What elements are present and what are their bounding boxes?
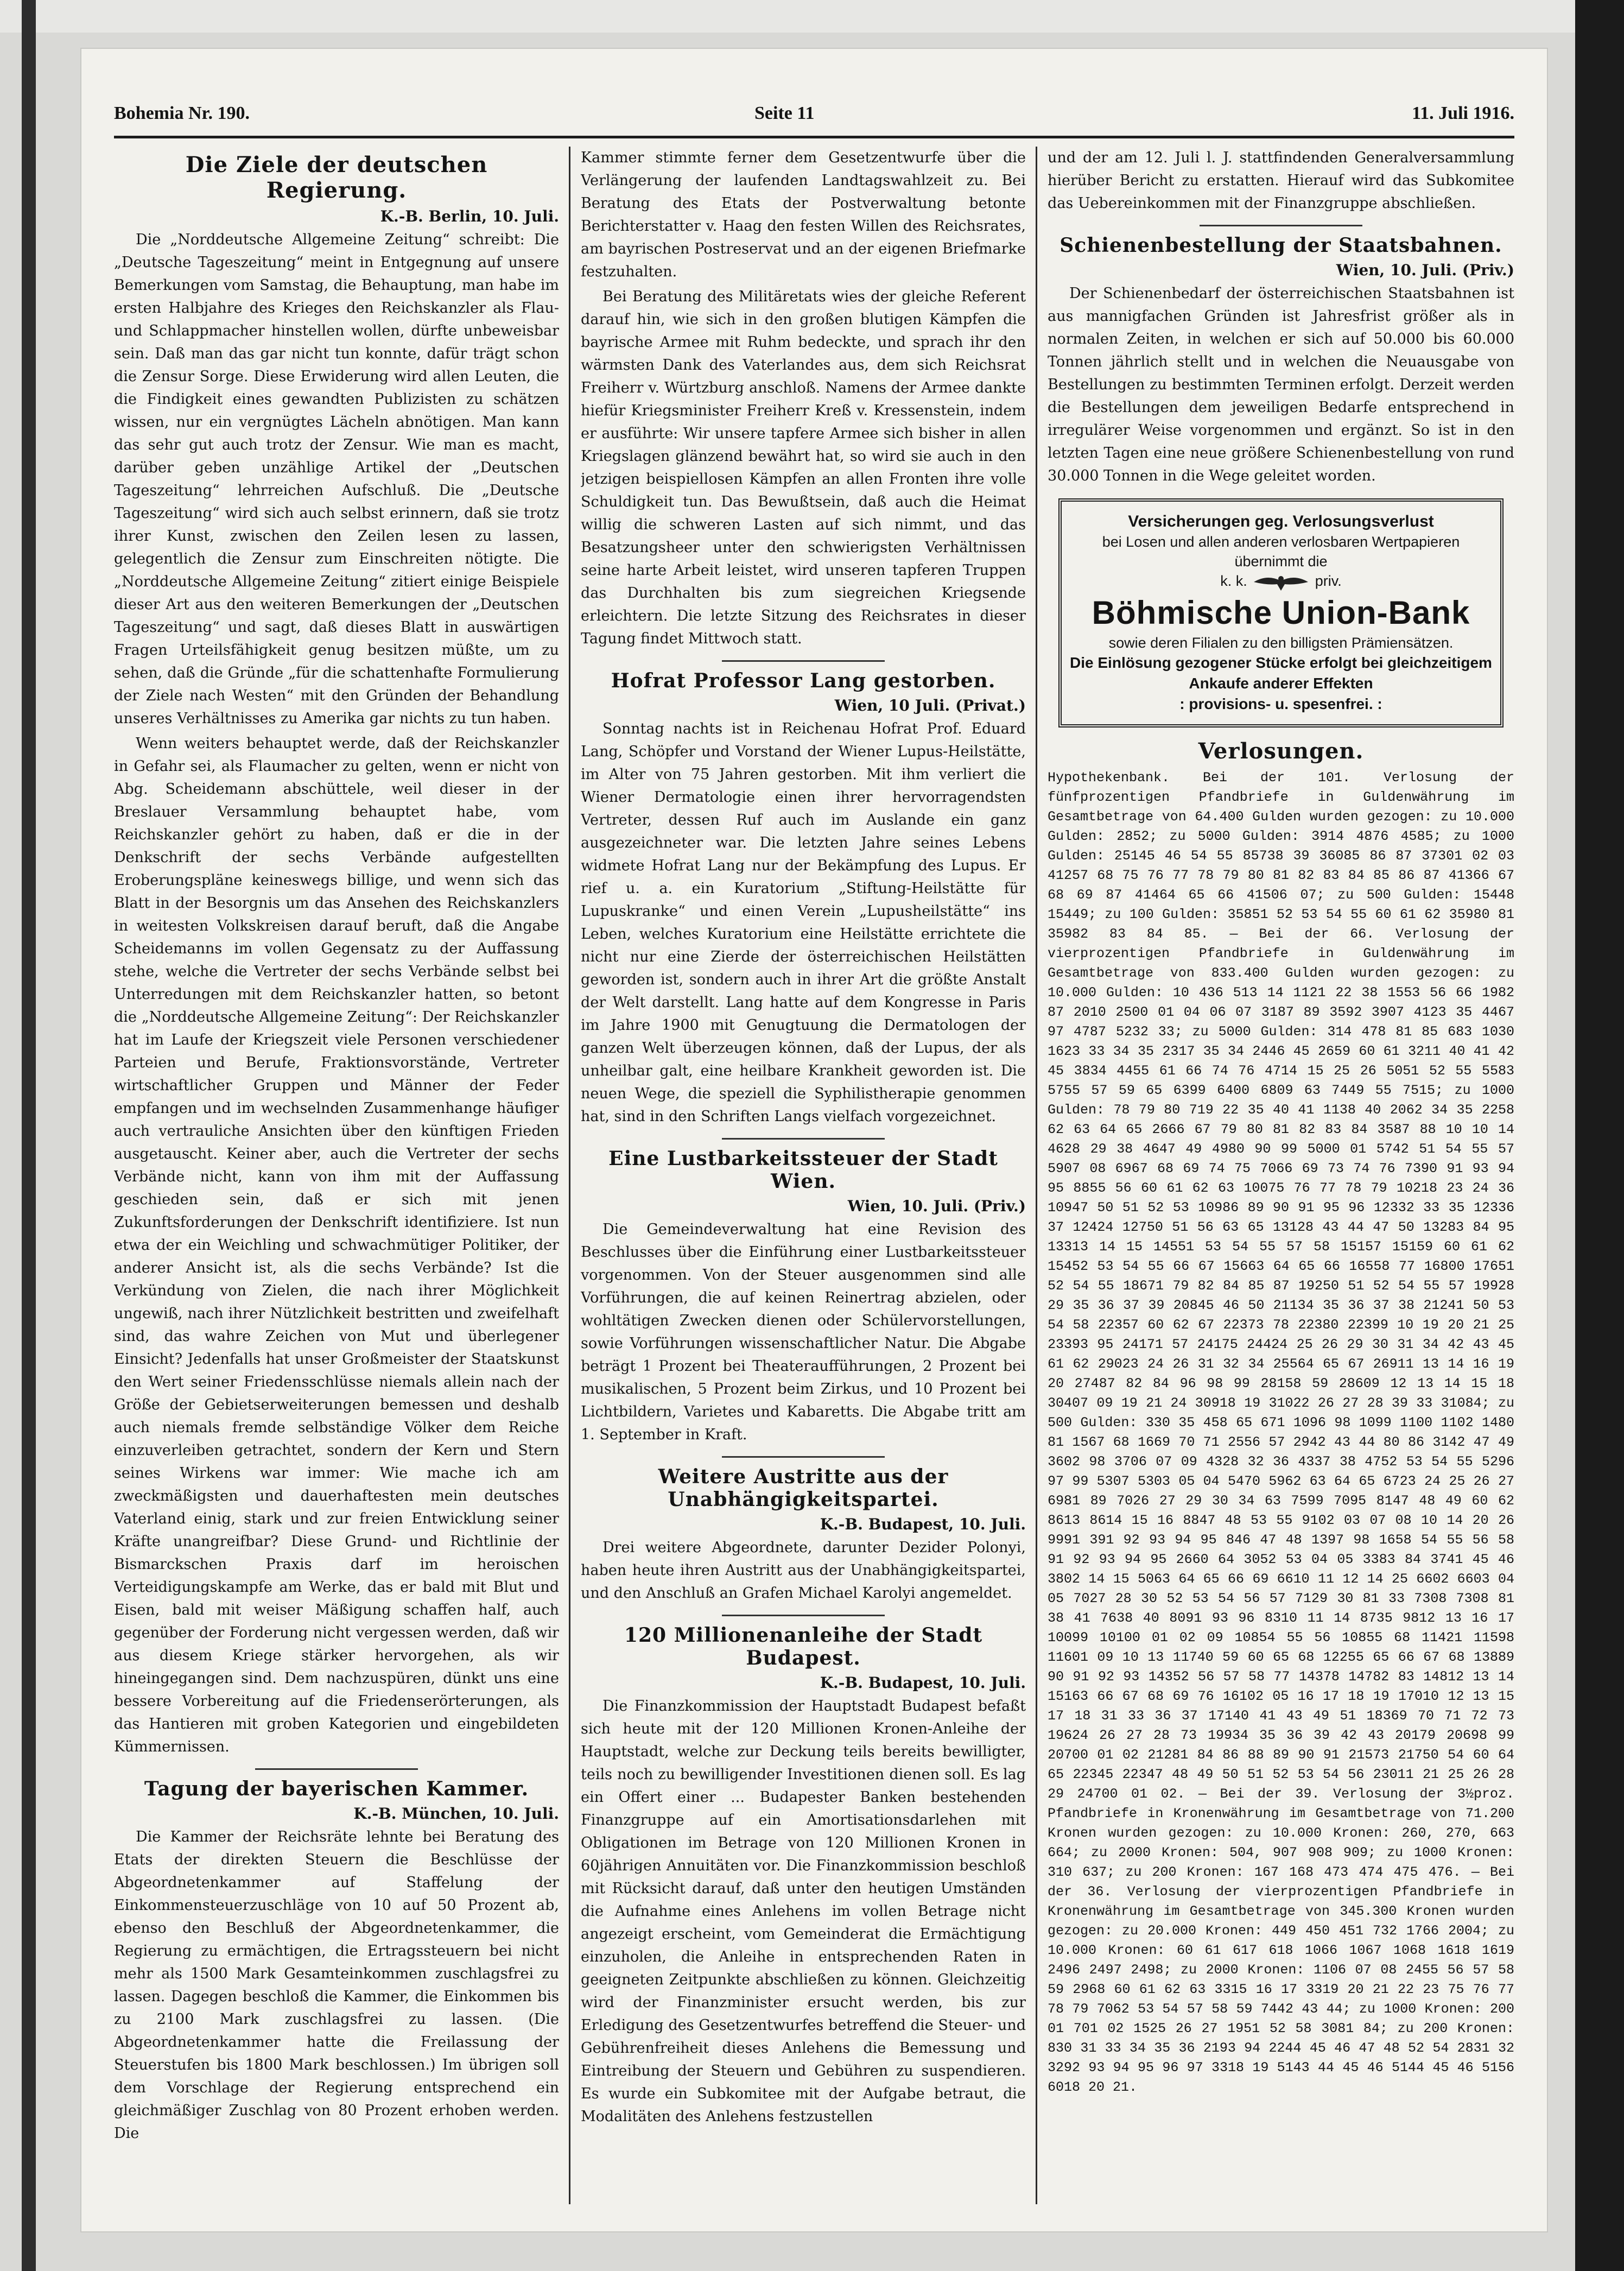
article-paragraph-continued: und der am 12. Juli l. J. stattfindenden Generalversammlung hierüber Bericht zu erstatten. Hierauf wird das Subkomitee das Uebereinkommen mit der Finanzgruppe abschließen. bbox=[1048, 149, 1514, 212]
masthead-issue: Bohemia Nr. 190. bbox=[114, 103, 250, 123]
article-title-schienenbestellung: Schienenbestellung der Staatsbahnen. bbox=[1060, 234, 1502, 257]
article-divider bbox=[1200, 225, 1362, 226]
issue-date: 11. Juli 1916. bbox=[1412, 103, 1514, 123]
eagle-emblem-icon bbox=[1251, 571, 1311, 593]
article-title-austritte: Weitere Austritte aus der Unabhängigkeitspartei. bbox=[658, 1465, 949, 1511]
article-title-verlosungen: Verlosungen. bbox=[1198, 738, 1364, 764]
article-divider bbox=[722, 660, 885, 662]
article-paragraph-continued: Kammer stimmte ferner dem Gesetzentwurfe über die Verlängerung der laufenden Landtagswahlzeit zu. Bei Beratung des Etats der Postverwaltung betonte Berichterstatter v. Haag den festen Willen des Reichsrates, am bayrischen Postreservat und an der eigenen Briefmarke festzuhalten. bbox=[581, 149, 1026, 280]
dateline-budapest-2: K.-B. Budapest, 10. Juli. bbox=[820, 1674, 1026, 1692]
ad-branches-line: sowie deren Filialen zu den billigsten Prämiensätzen. bbox=[1108, 635, 1454, 651]
scan-right-edge bbox=[1575, 0, 1624, 2271]
article-paragraph: Wenn weiters behauptet werde, daß der Reichskanzler in Gefahr sei, als Flaumacher zu gelten, wenn er nicht von Abg. Scheidemann abschüttele, weil dieser in der Breslauer Versammlung behauptet habe, vom Reichskanzler gehört zu haben, daß er die in der Denkschrift der sechs Verbände aufgestellten Eroberungspläne keineswegs billige, und wenn sich das Blatt in der Besorgnis um das Ansehen des Reichskanzlers in weitesten Volkskreisen darauf beruft, daß die Angabe Scheidemanns im vollen Gegensatz zu der Auffassung stehe, welche die Vertreter der sechs Verbände selbst bei Unterredungen mit dem Reichskanzler hatten, so betont die „Norddeutsche Allgemeine Zeitung“: Der Reichskanzler hat im Laufe der Kriegszeit viele Personen verschiedener Parteien und Berufe, Fraktionsvorstände, Vertreter wirtschaftlicher Gruppen und Männer der Feder empfangen und im wechselnden Zusammenhange häufiger auch vertrauliche Ansichten über den künftigen Frieden ausgetauscht. Keiner aber, auch die Vertreter der sechs Verbände nicht, kann von ihm mit der Auffassung geschieden sein, daß er sich mit jenen Zukunftsforderungen der Denkschrift identifiziere. Ist nun etwa der ein Weichling und schwachmütiger Politiker, der anderer Ansicht ist, als die sechs Verbände? Ist die Verkündung von Zielen, die nach ihrer Möglichkeit ungewiß, nach ihrer Nützlichkeit bestritten und zweifelhaft sind, das wahre Zeichen von Mut und überlegener Einsicht? Jedenfalls hat unser Großmeister der Staatskunst den Wert seiner Friedensschlüsse niemals allein nach der Größe der Gebietserweiterungen bemessen und deshalb auch niemals fremde selbständige Völker dem Reiche einzuverleiben getrachtet, sondern der Kern und Stern seines Wirkens war immer: Wie mache ich am zweckmäßigsten und dauerhaftesten mein deutsches Vaterland einig, stark und zur freien Entwicklung seiner Kräfte unangreifbar? Diese Grund- und Richtlinie der Bismarckschen Praxis darf im heroischen Verteidigungskampfe am Werke, das er bald mit Blut und Eisen, bald mit weiser Mäßigung schaffen half, auch gegenüber der Forderung nicht vergessen werden, daß wir aus diesem Kriege stärker hervorgehen, als wir hineingegangen sind. Dem nachzuspüren, dünkt uns eine bessere Vorbereitung auf die Friedenserörterungen, als das Hantieren mit groben Kategorien und eingebildeten Kümmernissen. bbox=[114, 735, 559, 1755]
binding-edge bbox=[22, 0, 36, 2271]
article-title-lustbarkeitssteuer: Eine Lustbarkeitssteuer der Stadt Wien. bbox=[608, 1147, 998, 1193]
article-divider bbox=[722, 1138, 885, 1140]
scan-top-margin bbox=[0, 0, 1624, 33]
header-rule bbox=[114, 136, 1514, 138]
article-title-bayerische-kammer: Tagung der bayerischen Kammer. bbox=[144, 1777, 529, 1800]
ad-headline: Versicherungen geg. Verlosungsverlust bbox=[1128, 513, 1434, 530]
column-1 bbox=[114, 147, 559, 2210]
ad-fee-line: : provisions- u. spesenfrei. : bbox=[1179, 695, 1382, 712]
ad-priv: priv. bbox=[1315, 573, 1342, 590]
article-title-ziele: Die Ziele der deutschen Regierung. bbox=[185, 152, 488, 203]
newspaper-page bbox=[81, 49, 1547, 2231]
bank-advertisement bbox=[1058, 498, 1504, 728]
article-paragraph: Drei weitere Abgeordnete, darunter Dezider Polonyi, haben heute ihren Austritt aus der Unabhängigkeitspartei, und den Anschluß an Grafen Michael Karolyi angemeldet. bbox=[581, 1539, 1026, 1602]
ad-kk: k. k. bbox=[1220, 573, 1247, 590]
article-paragraph: Die Kammer der Reichsräte lehnte bei Beratung des Etats der direkten Steuern die Beschlüsse der Abgeordnetenkammer auf Staffelung der Einkommensteuerzuschläge von 10 auf 50 Prozent ab, ebenso den Beschluß der Abgeordnetenkammer, die Regierung zu ermächtigen, die Ertragssteuern bei nicht mehr als 1500 Mark Gesamteinkommen zuschlagsfrei zu lassen. Dagegen beschloß die Kammer, die Einkommen bis zu 2100 Mark zuschlagsfrei zu lassen. (Die Abgeordnetenkammer hatte die Freilassung der Steuerstufen bis 1800 Mark beschlossen.) Im übrigen soll dem Vorschlage der Regierung entsprechend ein gleichmäßiger Zuschlag von 80 Prozent erhoben werden. Die bbox=[114, 1829, 559, 2142]
article-paragraph: Die Gemeindeverwaltung hat eine Revision des Beschlusses über die Einführung einer Lustbarkeitssteuer vorgenommen. Von der Steuer ausgenommen sind alle Vorführungen, die auf keinen Reinertrag abzielen, oder wohltätigen Zwecken dienen oder Schülervorstellungen, sowie Vorführungen wissenschaftlicher Natur. Die Abgabe beträgt 1 Prozent bei Theateraufführungen, 2 Prozent bei musikalischen, 5 Prozent beim Zirkus, und 10 Prozent bei Lichtbildern, Varietes und Kabaretts. Die Abgabe tritt am 1. September in Kraft. bbox=[581, 1221, 1026, 1443]
article-paragraph: Sonntag nachts ist in Reichenau Hofrat Prof. Eduard Lang, Schöpfer und Vorstand der Wiener Lupus-Heilstätte, im Alter von 75 Jahren gestorben. Mit ihm verliert die Wiener Dermatologie einen ihrer hervorragendsten Vertreter, dessen Ruf auch im Auslande ein ganz ausgezeichneter war. Die letzten Jahre seines Lebens widmete Hofrat Lang nur der Bekämpfung des Lupus. Er rief u. a. ein Kuratorium „Stiftung-Heilstätte für Lupuskranke“ und einen Verein „Lupusheilstätte“ ins Leben, welches Kuratorium eine Heilstätte errichtete die nicht nur eine Zierde der österreichischen Heilstätten geworden ist, sondern auch in ihrer Art die größte Anstalt der Welt darstellt. Lang hatte auf dem Kongresse in Paris im Jahre 1900 mit Genugtuung die Dermatologen der ganzen Welt überzeugen können, daß der Lupus, der als unheilbar galt, eine heilbare Krankheit geworden ist. Die neuen Wege, die speziell die Syphilistherapie genommen hat, sind in den Schriften Langs vielfach vorgezeichnet. bbox=[581, 720, 1026, 1125]
lottery-number-list: Hypothekenbank. Bei der 101. Verlosung der fünfprozentigen Pfandbriefe in Guldenwährung im Gesamtbetrage von 64.400 Gulden wurden gezogen: zu 10.000 Gulden: 2852; zu 5000 Gulden: 3914 4876 4585; zu 1000 Gulden: 25145 46 54 55 85738 39 36085 86 87 37301 02 03 41257 68 75 76 77 78 79 80 81 82 83 84 85 86 87 41366 67 68 69 87 41464 65 66 41506 07; zu 500 Gulden: 15448 15449; zu 100 Gulden: 35851 52 53 54 55 60 61 62 35980 81 35982 83 84 85. — Bei der 66. Verlosung der vierprozentigen Pfandbriefe in Guldenwährung im Gesamtbetrage von 833.400 Gulden wurden gezogen: zu 10.000 Gulden: 10 436 513 14 1121 22 38 1553 56 66 1982 87 2010 2500 01 04 06 07 3187 89 3592 3907 4123 35 4467 97 4787 5232 33; zu 5000 Gulden: 314 478 81 85 683 1030 1623 33 34 35 2317 35 34 2446 45 2659 60 61 3211 40 41 42 45 3834 4455 61 66 74 76 4714 15 25 26 5051 52 55 5583 5755 57 59 65 6399 6400 6809 63 7449 55 7515; zu 1000 Gulden: 78 79 80 719 22 35 40 41 1138 40 2062 34 35 2258 62 63 64 65 2666 67 79 80 81 82 83 84 3587 88 10 10 14 4628 29 38 4647 49 4980 90 99 5000 01 5742 51 54 55 57 5907 08 6967 68 69 74 75 7066 69 73 74 76 7390 91 93 94 95 8855 56 60 61 62 63 10075 76 77 78 79 10218 23 24 36 10947 50 51 52 53 10986 89 90 91 95 96 12332 33 35 12336 37 12424 12750 51 56 63 65 13128 43 44 47 50 13283 84 95 13313 14 15 14551 53 54 55 57 58 15157 15159 60 61 62 15452 53 54 55 66 67 15663 64 65 66 16558 77 16800 17651 52 54 55 18671 79 82 84 85 87 19250 51 52 54 55 57 19928 29 35 36 37 39 20845 46 50 21134 35 36 37 38 21241 50 53 54 58 22357 60 62 67 22373 78 22380 22399 10 19 20 21 25 23393 95 24171 57 24175 24424 25 26 29 30 31 34 42 43 45 61 62 29023 24 26 31 32 34 25564 65 67 26911 13 14 16 19 20 27487 82 84 96 98 99 28158 59 28609 12 13 14 15 18 30407 09 19 21 24 30918 19 31022 26 27 28 39 33 31084; zu 500 Gulden: 330 35 458 65 671 1096 98 1099 1100 1102 1480 81 1567 68 1669 70 71 2556 57 2942 43 44 80 86 3142 47 49 3602 98 3706 07 09 4328 32 36 4337 38 4752 53 54 55 5296 97 99 5307 5303 05 04 5470 5962 63 64 65 6723 24 25 26 27 6981 89 7026 27 29 30 34 63 7599 7095 8147 48 49 60 62 8613 8614 15 16 8847 48 53 55 9102 03 07 08 10 14 20 26 9991 391 92 93 94 95 846 47 48 1397 98 1658 54 55 56 58 91 92 93 94 95 2660 64 3052 53 04 05 3383 84 3741 45 46 3802 14 15 5063 64 65 66 69 6610 11 12 14 25 6602 6603 04 05 7027 28 30 52 53 54 56 57 7129 30 81 33 7308 7308 81 38 41 7638 40 8091 93 96 8310 11 14 8735 9812 13 16 17 10099 10100 01 02 09 10854 55 56 10855 68 11421 11598 11601 09 10 13 11740 59 60 65 68 12255 65 66 67 68 13889 90 91 92 93 14352 56 57 58 77 14378 14782 83 14812 13 14 15163 66 67 68 69 76 16102 05 16 17 18 19 17010 12 13 15 17 18 31 33 36 37 17140 41 43 49 51 18369 70 71 72 73 19624 26 27 28 73 19934 35 36 39 42 43 20179 20698 99 20700 01 02 21281 84 86 88 89 90 91 21573 21750 54 60 64 65 22345 22347 48 49 50 51 52 53 54 56 23011 21 25 26 28 29 24700 01 02. — Bei der 39. Verlosung der 3½proz. Pfandbriefe in Kronenwährung im Gesamtbetrage von 71.200 Kronen wurden gezogen: zu 10.000 Kronen: 260, 270, 663 664; zu 2000 Kronen: 504, 907 908 909; zu 1000 Kronen: 310 637; zu 200 Kronen: 167 168 473 474 475 476. — Bei der 36. Verlosung der vierprozentigen Pfandbriefe in Kronenwährung im Gesamtbetrage von 345.300 Kronen wurden gezogen: zu 20.000 Kronen: 449 450 451 732 1766 2004; zu 10.000 Kronen: 60 61 617 618 1066 1067 1068 1618 1619 2496 2497 2498; zu 2000 Kronen: 1106 07 08 2455 56 57 58 59 2968 60 61 62 63 3315 16 17 3319 20 21 22 23 75 76 77 78 79 7062 53 54 57 58 59 7442 43 44; zu 1000 Kronen: 200 01 701 02 1525 26 27 1951 52 58 3081 84; zu 200 Kronen: 830 31 33 34 35 36 2193 94 2244 45 46 47 48 52 54 2831 32 3292 93 94 95 96 97 3318 19 5143 44 45 46 5144 45 46 5156 6018 20 21. bbox=[1048, 770, 1514, 2095]
article-divider bbox=[255, 1768, 418, 1770]
ad-bank-name: Böhmische Union-Bank bbox=[1092, 594, 1470, 631]
article-title-hofrat-lang: Hofrat Professor Lang gestorben. bbox=[611, 669, 996, 692]
column-2 bbox=[581, 147, 1026, 2210]
dateline-wien-priv: Wien, 10. Juli. (Priv.) bbox=[847, 1197, 1026, 1215]
article-title-anleihe-budapest: 120 Millionenanleihe der Stadt Budapest. bbox=[624, 1624, 983, 1669]
dateline-muenchen: K.-B. München, 10. Juli. bbox=[353, 1805, 559, 1823]
dateline-wien-priv-2: Wien, 10. Juli. (Priv.) bbox=[1336, 261, 1514, 279]
article-paragraph: Die Finanzkommission der Hauptstadt Budapest befaßt sich heute mit der 120 Millionen Kronen-Anleihe der Hauptstadt, welche zur Deckung teils bereits bewilligter, teils noch zu bewilligender Investitionen dienen soll. Es lag ein Offert einer ... Budapester Banken bestehenden Finanzgruppe auf ein Amortisationsdarlehen mit Obligationen im Betrage von 120 Millionen Kronen in 60jährigen Annuitäten vor. Die Finanzkommission beschloß mit Rücksicht darauf, daß unter den heutigen Umständen die Aufnahme eines Anlehens im vollen Betrage nicht angezeigt erscheint, vom Gemeinderat die Ermächtigung einzuholen, die Anleihe in entsprechenden Raten in geeigneten Zeitpunkte abschließen zu können. Gleichzeitig wird der Finanzminister ersucht werden, bis zur Erledigung des Gesetzentwurfes betreffend die Steuer- und Gebührenfreiheit dieses Anlehens die Bemessung und Eintreibung der Steuern und Gebühren zu suspendieren. Es wurde ein Subkomitee mit der Aufgabe betraut, die Modalitäten des Anlehens festzustellen bbox=[581, 1698, 1026, 2125]
article-paragraph: Der Schienenbedarf der österreichischen Staatsbahnen ist aus mannigfachen Gründen ist Jahresfrist größer als in normalen Zeiten, in welchen er sich auf 50.000 bis 60.000 Tonnen jährlich stellt und in welchen die Neuausgabe von Bestellungen zu bestimmten Terminen erfolgt. Derzeit werden die Bestellungen dem jeweiligen Bedarfe entsprechend in irregulärer Weise vorgenommen und ergänzt. So ist in den letzten Tagen eine neue größere Schienenbestellung von rund 30.000 Tonnen in die Wege geleitet worden. bbox=[1048, 285, 1514, 484]
article-divider bbox=[722, 1456, 885, 1458]
column-divider-1 bbox=[569, 147, 570, 2204]
article-paragraph: Bei Beratung des Militäretats wies der gleiche Referent darauf hin, wie sich in den großen blutigen Kämpfen die bayrische Armee mit Ruhm bedeckte, und sprach ihr den wärmsten Dank des Vaterlandes aus, dem sich Reichsrat Freiherr v. Würtzburg anschloß. Namens der Armee dankte hiefür Kriegsminister Freiherr Kreß v. Kressenstein, indem er ausführte: Wir unsere tapfere Armee sich bisher in allen Kriegslagen glänzend bewährt hat, so wird sie auch in den jetzigen beispiellosen Kämpfen an allen Fronten ihre volle Schuldigkeit tun. Das Bewußtsein, daß auch die Heimat willig die schweren Lasten auf sich nimmt, und das Besatzungsheer unter den schwierigsten Verhältnissen seine harte Arbeit leistet, wird unseren tapferen Truppen das Durchhalten bis zum siegreichen Kriegsende erleichtern. Die letzte Sitzung des Reichsrates in dieser Tagung findet Mittwoch statt. bbox=[581, 288, 1026, 647]
article-divider bbox=[722, 1615, 885, 1616]
column-divider-2 bbox=[1036, 147, 1037, 2204]
dateline-wien: Wien, 10 Juli. (Privat.) bbox=[834, 697, 1026, 714]
column-3 bbox=[1048, 147, 1514, 2210]
page-number: Seite 11 bbox=[754, 103, 815, 123]
ad-redemption-line: Die Einlösung gezogener Stücke erfolgt bei gleichzeitigem Ankaufe anderer Effekten bbox=[1070, 654, 1492, 692]
article-paragraph: Die „Norddeutsche Allgemeine Zeitung“ schreibt: Die „Deutsche Tageszeitung“ meint in Entgegnung auf unsere Bemerkungen vom Samstag, die Behauptung, man habe im ersten Halbjahre des Krieges den Reichskanzler als Flau- und Schlappmacher hinstellen wollen, dürfte unbeweisbar sein. Daß man das gar nicht tun konnte, dafür trägt schon die Zensur Sorge. Diese Erwiderung wird allen Leuten, die die Findigkeit eines gewandten Publizisten zu schätzen wissen, nur ein vergnügtes Lächeln abnötigen. Man kann das sehr gut auch trotz der Zensur. Wie man es macht, darüber geben unzählige Artikel der „Deutschen Tageszeitung“ lehrreichen Aufschluß. Die „Deutsche Tageszeitung“ wird sich auch selbst erinnern, daß sie trotz ihrer Kunst, zwischen den Zeilen lesen zu lassen, gelegentlich die Zensur zum Einschreiten nötigte. Die „Norddeutsche Allgemeine Zeitung“ zitiert einige Beispiele dieser Art aus den weiteren Bemerkungen der „Deutschen Tageszeitung“ und sagt, daß dieses Blatt in auswärtigen Fragen Urteilsfähigkeit genug besitzen müßte, um zu sehen, daß die Gründe „für die schattenhafte Formulierung der Ziele nach Westen“ mit den Gründen der Behandlung unseres Verhältnisses zu Amerika gar nichts zu tun haben. bbox=[114, 231, 559, 727]
dateline-budapest: K.-B. Budapest, 10. Juli. bbox=[820, 1515, 1026, 1533]
dateline-berlin: K.-B. Berlin, 10. Juli. bbox=[380, 207, 559, 225]
ad-subline: bei Losen und allen anderen verlosbaren Wertpapieren übernimmt die bbox=[1102, 534, 1460, 570]
ad-kk-line bbox=[1069, 571, 1493, 593]
